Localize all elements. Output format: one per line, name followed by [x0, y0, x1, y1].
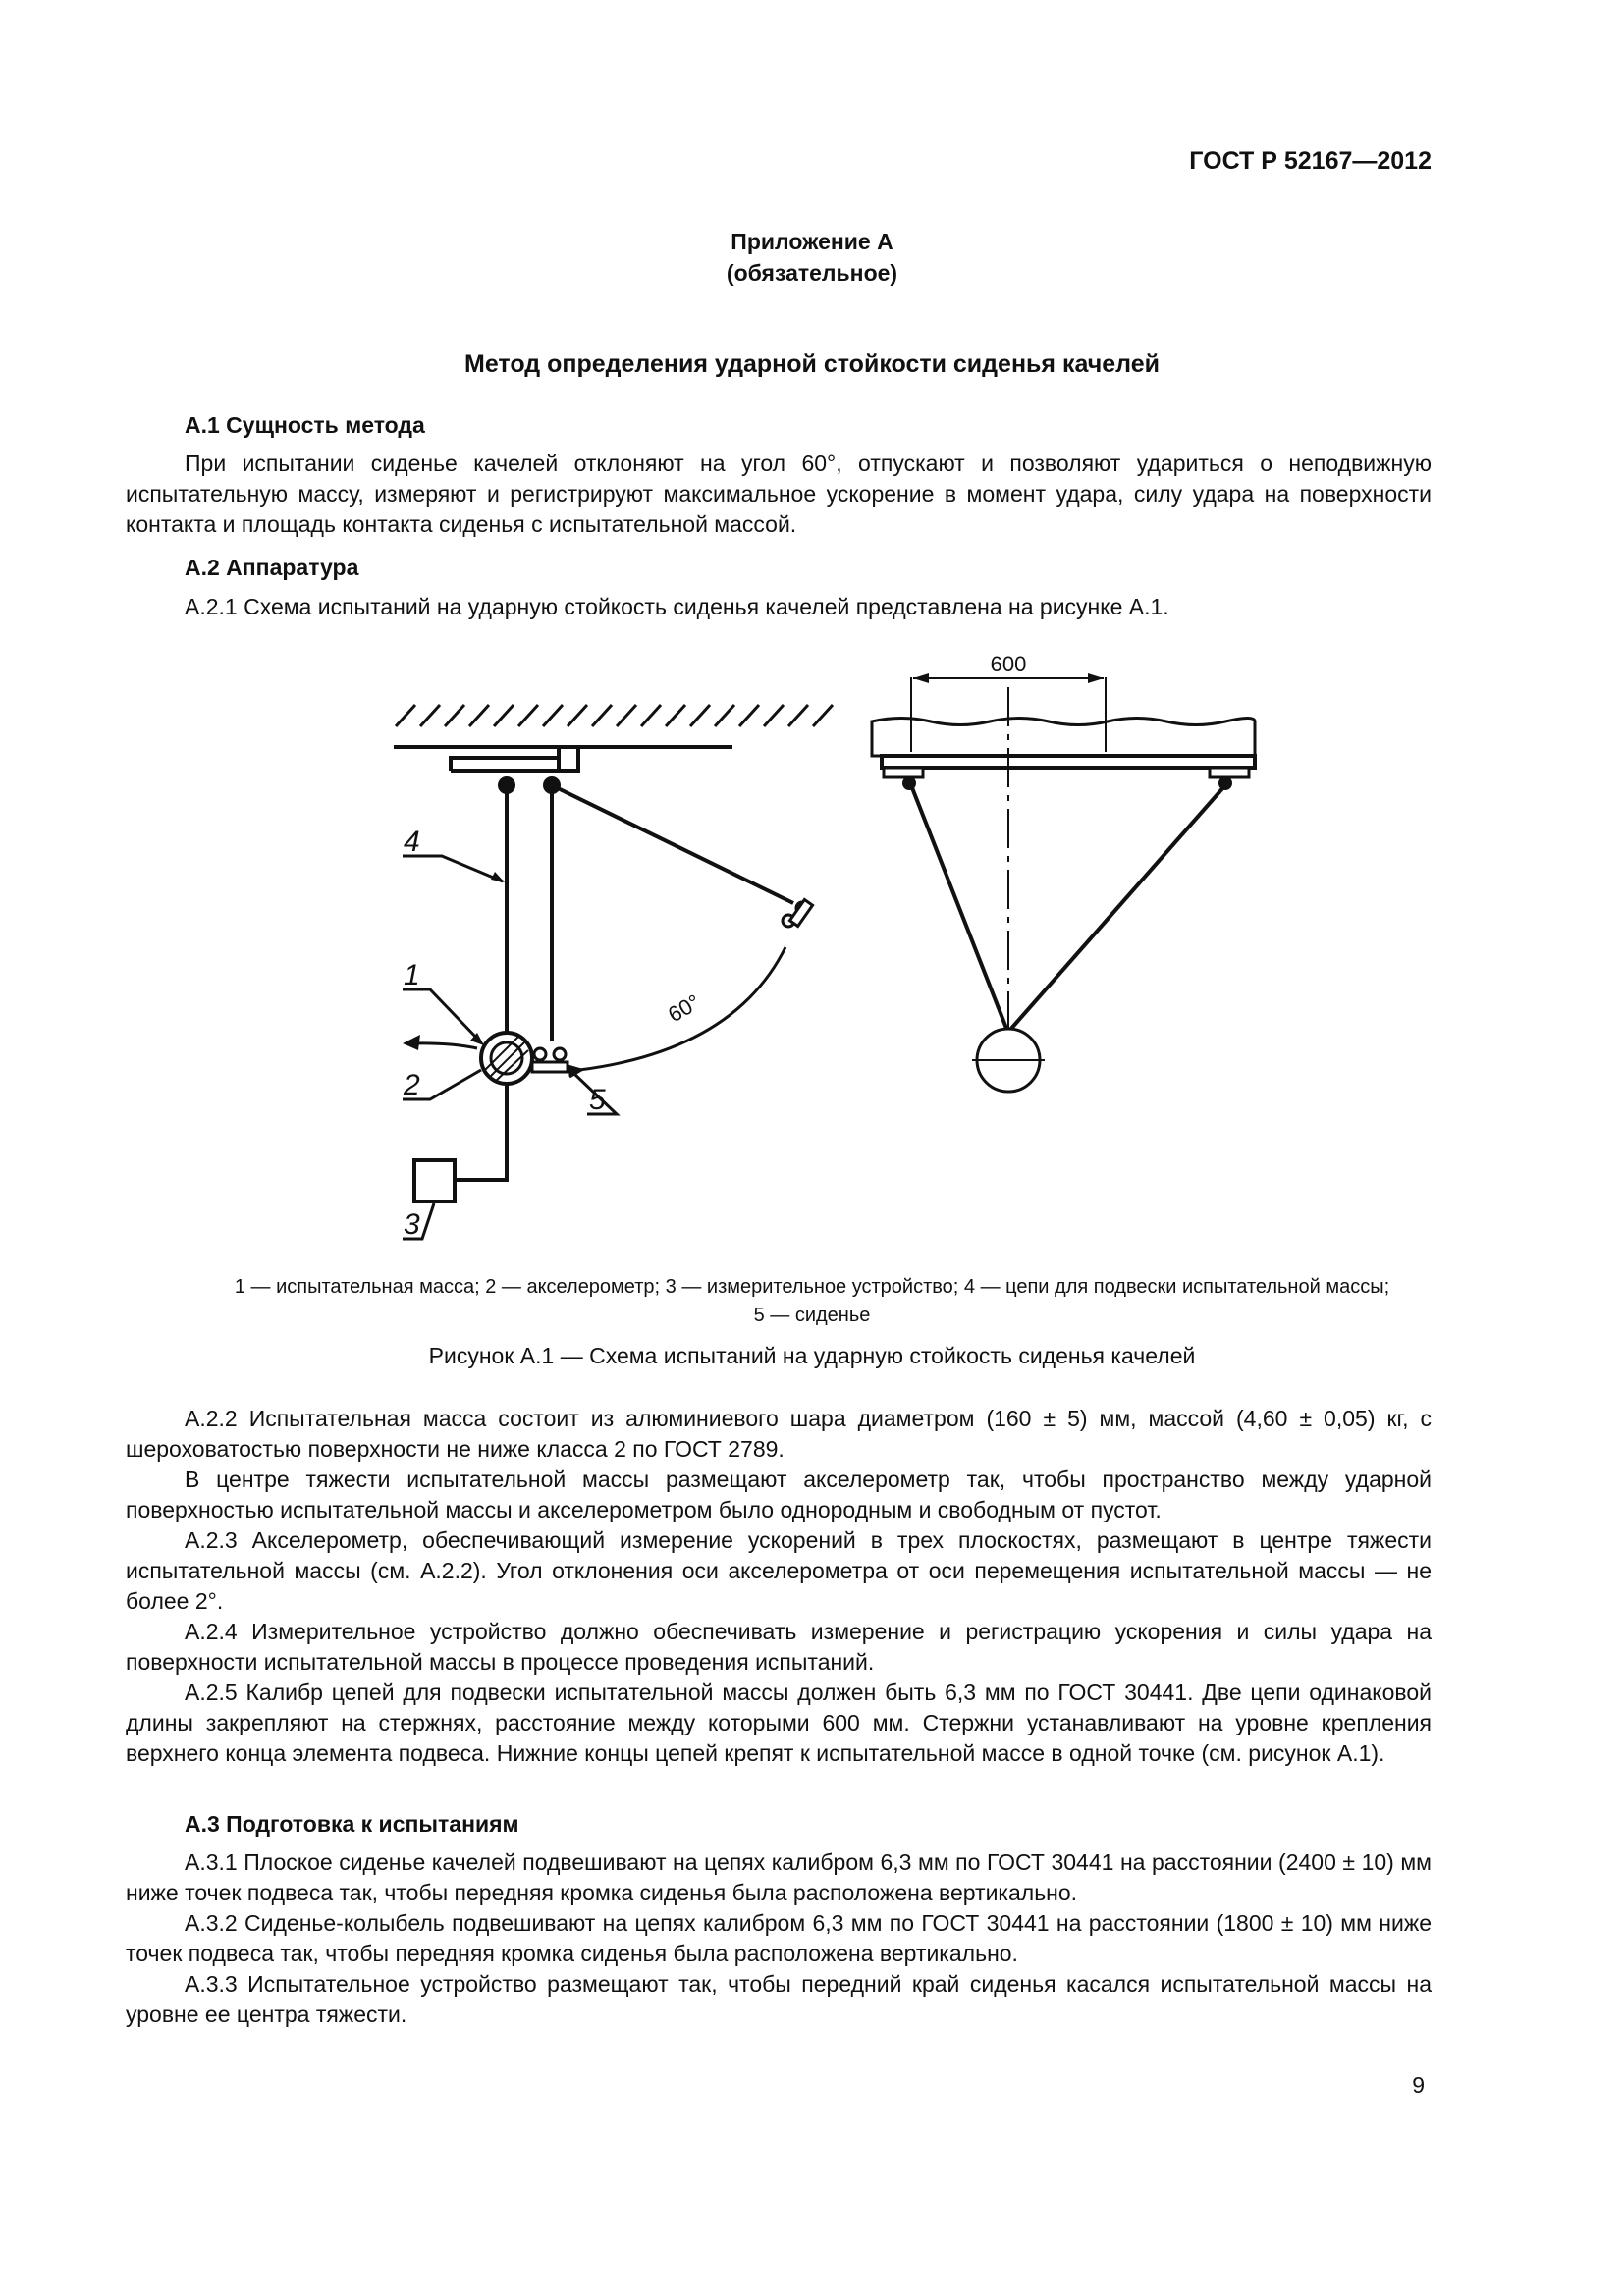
a3-3-paragraph: А.3.3 Испытательное устройство размещают так, чтобы передний край сиденья касался испытательной массы на уровне ее центра тяжести. [126, 1971, 1432, 2027]
a3-paragraph-block [126, 1847, 1432, 2030]
right-beam [882, 756, 1255, 768]
a2-4-paragraph: А.2.4 Измерительное устройство должно обеспечивать измерение и регистрацию ускорения и силы удара на поверхности испытательной массы в процессе проведения испытаний. [126, 1619, 1432, 1675]
a2-paragraph-block [126, 592, 1432, 622]
a2-continued-block [126, 1404, 1432, 1769]
test-scheme-figure [126, 638, 1432, 1256]
a3-2-paragraph: А.3.2 Сиденье-колыбель подвешивают на цепях калибром 6,3 мм по ГОСТ 30441 на расстоянии (1800 ± 10) мм ниже точек подвеса так, чтобы передняя кромка сиденья была расположена вертикально. [126, 1910, 1432, 1966]
callout-4: 4 [404, 826, 420, 858]
test-mass [481, 1033, 532, 1084]
callout-2: 2 [404, 1069, 420, 1101]
measuring-device [414, 1160, 455, 1201]
callout-5: 5 [589, 1084, 606, 1116]
a2-3-paragraph: А.2.3 Акселерометр, обеспечивающий измерение ускорений в трех плоскостях, размещают в центре тяжести испытательной массы (см. А.2.2). Угол отклонения оси акселерометра от оси перемещения испытательной массы — не более 2°. [126, 1527, 1432, 1614]
figure-legend-line-2: 5 — сиденье [753, 1305, 871, 1326]
appendix-title: Приложение А [731, 229, 893, 254]
heading-a2: А.2 Аппаратура [185, 555, 359, 580]
right-chain-right [1009, 785, 1225, 1031]
right-ceiling [872, 719, 1255, 757]
figure-legend-line-1: 1 — испытательная масса; 2 — акселерометр; 3 — измерительное устройство; 4 — цепи для подвески испытательной массы; [234, 1276, 1390, 1298]
a2-1-paragraph: А.2.1 Схема испытаний на ударную стойкость сиденья качелей представлена на рисунке А.1. [185, 594, 1169, 619]
seat-at-rest [532, 1048, 568, 1072]
a1-paragraph-block [126, 449, 1432, 540]
a2-2-paragraph: А.2.2 Испытательная масса состоит из алюминиевого шара диаметром (160 ± 5) мм, массой (4,60 ± 0,05) кг, с шероховатостью поверхности не ниже класса 2 по ГОСТ 2789. [126, 1406, 1432, 1462]
a3-1-paragraph: А.3.1 Плоское сиденье качелей подвешивают на цепях калибром 6,3 мм по ГОСТ 30441 на расстоянии (2400 ± 10) мм ниже точек подвеса так, чтобы передняя кромка сиденья была расположена вертикально. [126, 1849, 1432, 1905]
signal-wire [455, 1084, 507, 1180]
callout-3: 3 [404, 1208, 420, 1241]
a1-paragraph: При испытании сиденье качелей отклоняют на угол 60°, отпускают и позволяют удариться о неподвижную испытательную массу, измеряют и регистрируют максимальное ускорение в момент удара, силу удара на поверхности контакта и площадь контакта сиденья с испытательной массой. [126, 451, 1432, 537]
a2-2-cont-paragraph: В центре тяжести испытательной массы размещают акселерометр так, чтобы пространство между ударной поверхностью испытательной массы и акселерометром было однородным и свободным от пустот. [126, 1467, 1432, 1522]
right-chain-left [911, 785, 1007, 1031]
swung-seat-chain [552, 785, 793, 903]
heading-a1: А.1 Сущность метода [185, 412, 425, 438]
section-title: Метод определения ударной стойкости сиденья качелей [464, 350, 1160, 378]
page-number: 9 [1412, 2072, 1425, 2098]
angle-label: 60° [664, 989, 705, 1028]
callout-1: 1 [404, 959, 420, 991]
appendix-status: (обязательное) [726, 260, 898, 286]
heading-a3: А.3 Подготовка к испытаниям [185, 1811, 519, 1837]
bracket-post [559, 747, 578, 771]
ceiling-hatching [396, 705, 833, 726]
swung-seat [783, 899, 813, 927]
figure-caption: Рисунок А.1 — Схема испытаний на ударную стойкость сиденья качелей [428, 1343, 1196, 1368]
dimension-label: 600 [990, 652, 1027, 676]
document-number: ГОСТ Р 52167—2012 [1189, 147, 1432, 175]
a2-5-paragraph: А.2.5 Калибр цепей для подвески испытательной массы должен быть 6,3 мм по ГОСТ 30441. Две цепи одинаковой длины закрепляют на стержнях, расстояние между которыми 600 мм. Стержни устанавливают на уровне крепления верхнего конца элемента подвеса. Нижние концы цепей крепят к испытательной массе в одной точке (см. рисунок А.1). [126, 1680, 1432, 1766]
figure-legend [0, 1273, 1624, 1330]
rebound-arrow [412, 1043, 477, 1048]
